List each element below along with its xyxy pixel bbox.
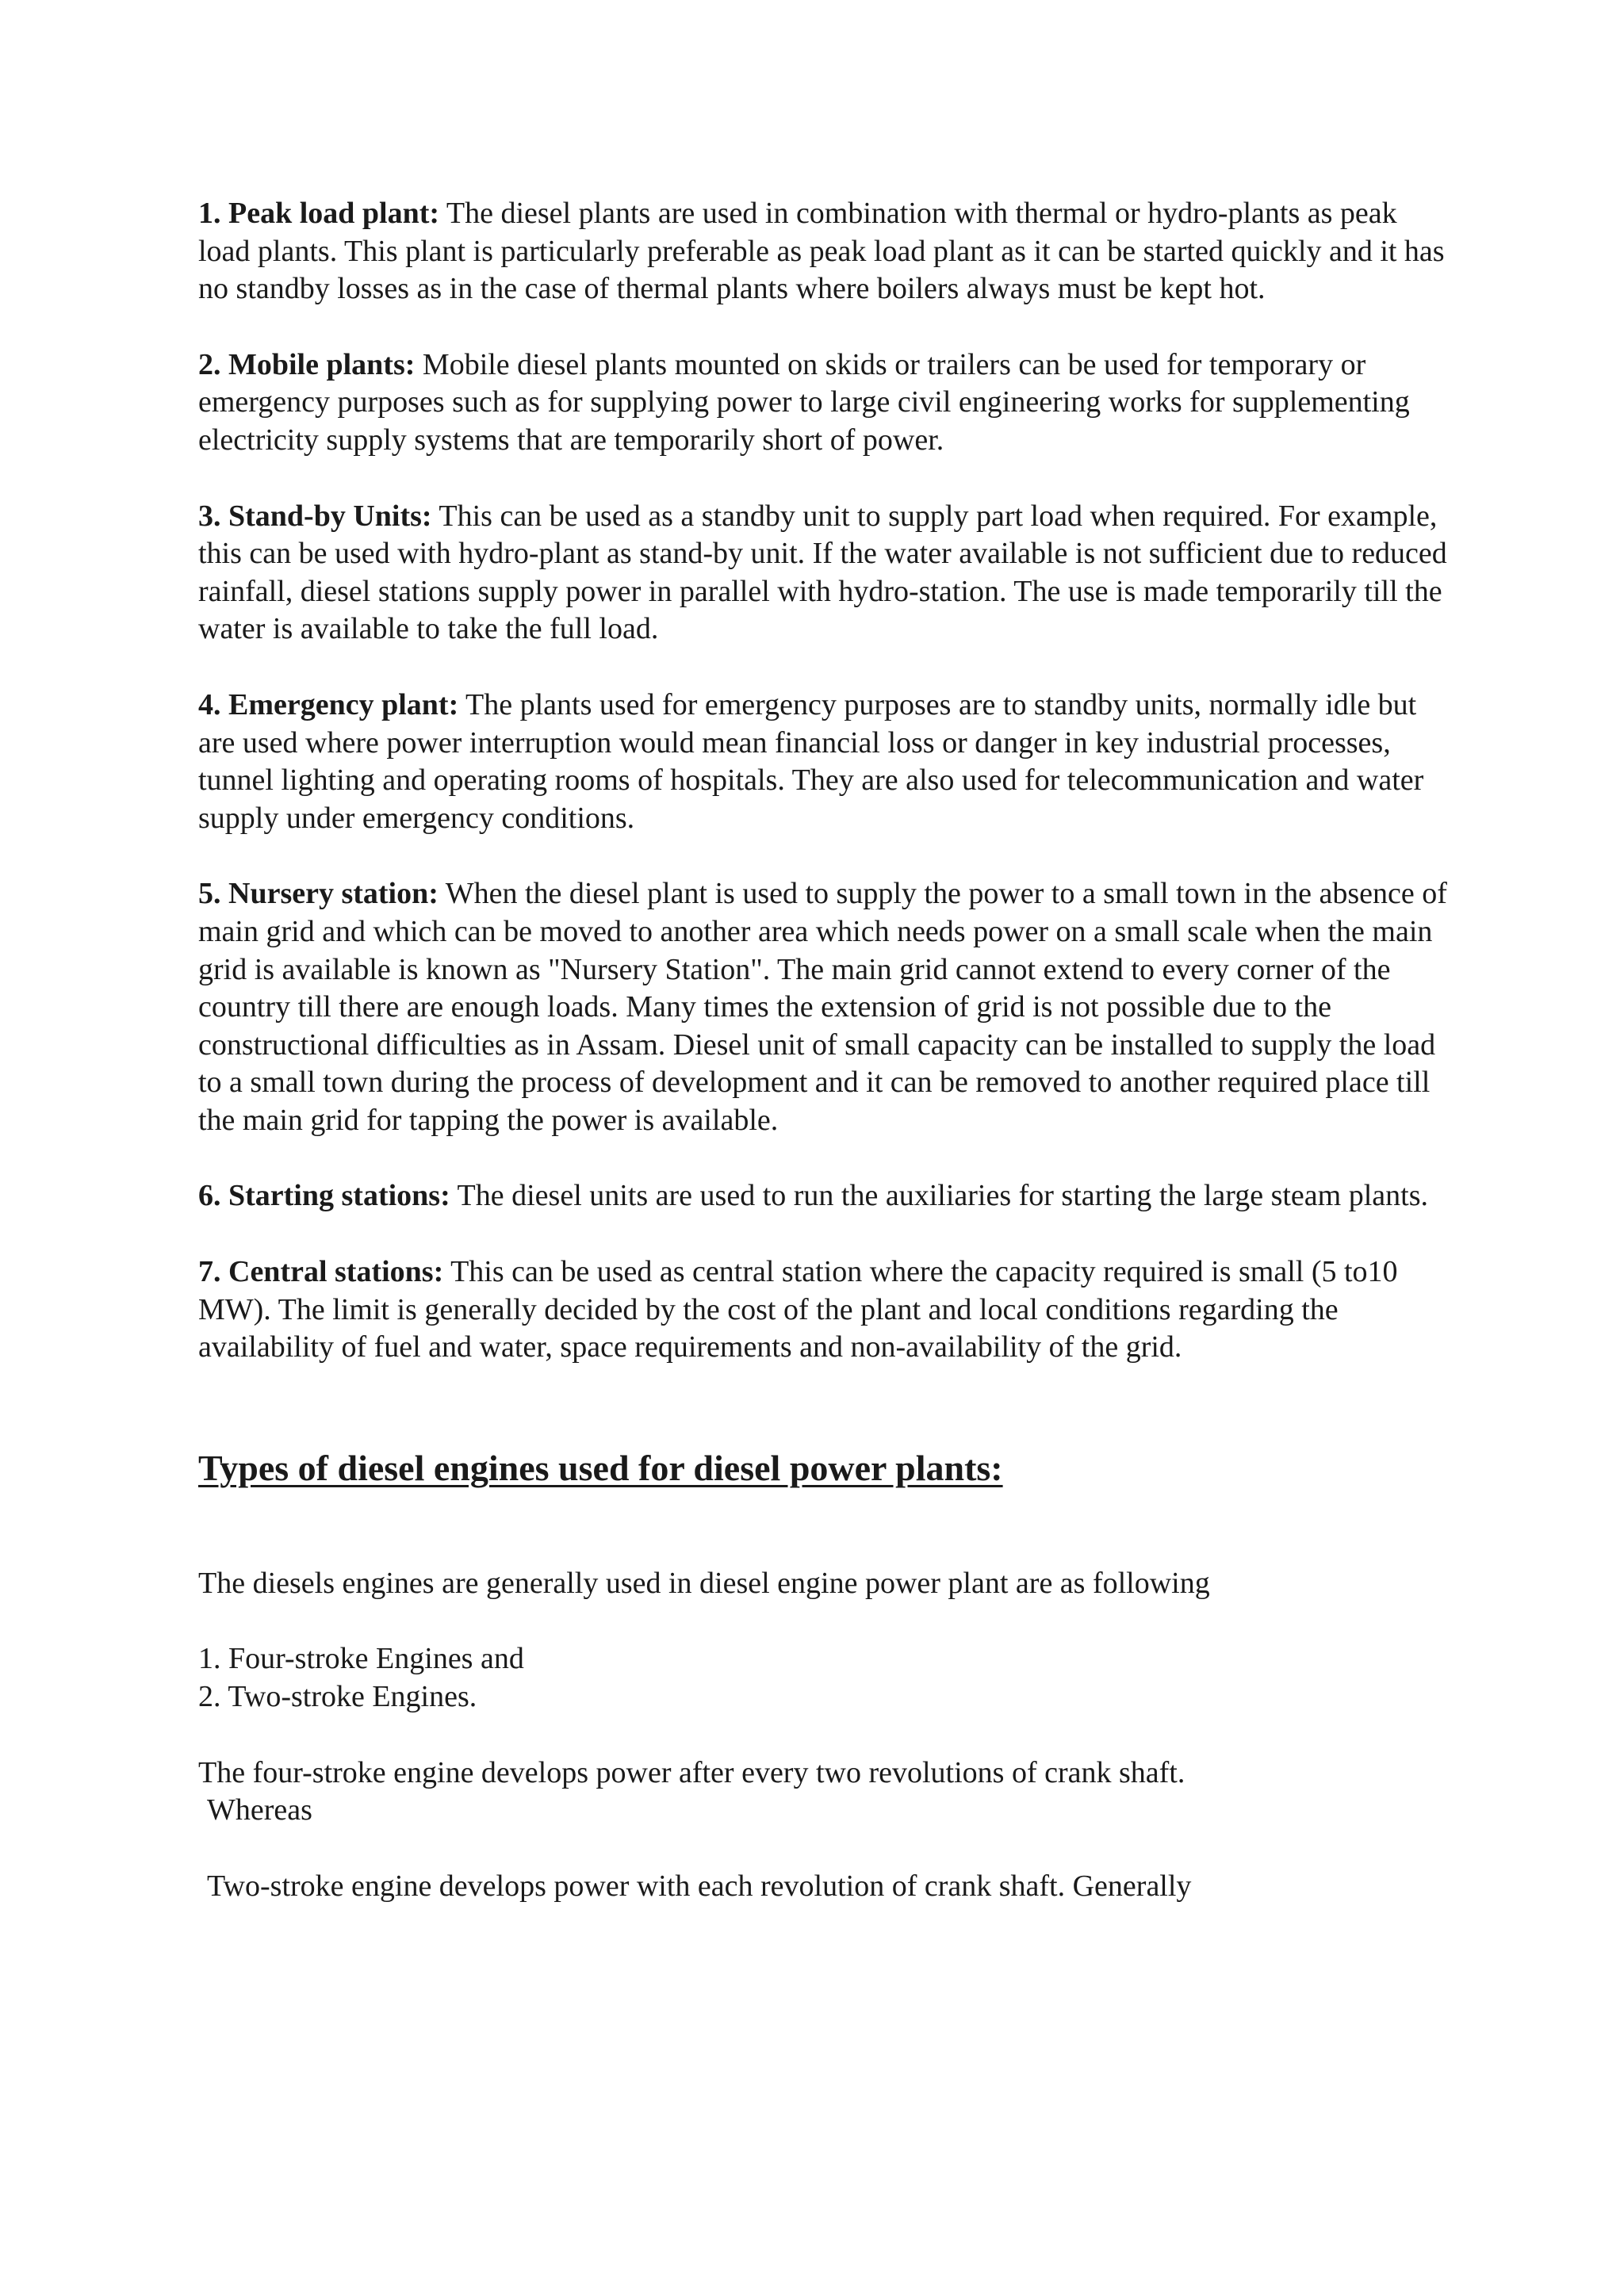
item-mobile-plants <box>198 346 1451 460</box>
item-text: The plants used for emergency purposes are to standby units, normally idle but are used where power interruption would mean financial loss or danger in key industrial processes, tunnel lighting and operating rooms of hospitals. They are also used for telecommunication and water supply under emergency conditions. <box>198 687 1424 835</box>
item-label: 3. Stand-by Units: <box>198 499 432 533</box>
item-emergency-plant <box>198 687 1451 837</box>
item-label: 6. Starting stations: <box>198 1179 450 1213</box>
section-heading: Types of diesel engines used for diesel power plants: <box>198 1447 1003 1488</box>
whereas-text: Whereas <box>207 1793 312 1827</box>
item-text: When the diesel plant is used to supply the power to a small town in the absence of main grid and which can be moved to another area which needs power on a small scale when the main grid is available is known as "Nursery Station". The main grid cannot extend to every corner of the country till there are enough loads. Many times the extension of grid is not possible due to the constructional difficulties as in Assam. Diesel unit of small capacity can be installed to supply the load to a small town during the process of development and it can be removed to another required place till the main grid for tapping the power is available. <box>198 877 1447 1137</box>
list-item: 2. Two-stroke Engines. <box>198 1680 477 1714</box>
document-page <box>198 195 1451 1905</box>
item-label: 2. Mobile plants: <box>198 347 416 381</box>
item-label: 4. Emergency plant: <box>198 687 459 721</box>
item-text: This can be used as a standby unit to supply part load when required. For example, this can be used with hydro-plant as stand-by unit. If the water available is not sufficient due to reduced rainfall, diesel stations supply power in parallel with hydro-station. The use is made temporarily till the water is available to take the full load. <box>198 499 1447 646</box>
item-central-stations <box>198 1253 1451 1367</box>
item-label: 7. Central stations: <box>198 1255 444 1289</box>
engine-type-list <box>198 1640 1451 1716</box>
four-stroke-text: The four-stroke engine develops power after every two revolutions of crank shaft. <box>198 1755 1185 1789</box>
four-stroke-paragraph <box>198 1755 1451 1830</box>
item-text: Mobile diesel plants mounted on skids or trailers can be used for temporary or emergency purposes such as for supplying power to large civil engineering works for supplementing electricity supply systems that are temporarily short of power. <box>198 347 1410 457</box>
item-text: The diesel plants are used in combination with thermal or hydro-plants as peak load plants. This plant is particularly preferable as peak load plant as it can be started quickly and it has no standby losses as in the case of thermal plants where boilers always must be kept hot. <box>198 197 1445 306</box>
item-label: 1. Peak load plant: <box>198 197 440 230</box>
item-stand-by-units <box>198 498 1451 649</box>
intro-paragraph: The diesels engines are generally used in diesel engine power plant are as following <box>198 1566 1210 1600</box>
list-item: 1. Four-stroke Engines and <box>198 1642 524 1676</box>
item-text: This can be used as central station where the capacity required is small (5 to10 MW). The limit is generally decided by the cost of the plant and local conditions regarding the availability of fuel and water, space requirements and non-availability of the grid. <box>198 1255 1398 1364</box>
item-starting-stations <box>198 1177 1451 1215</box>
item-label: 5. Nursery station: <box>198 877 439 911</box>
item-nursery-station <box>198 875 1451 1139</box>
two-stroke-paragraph: Two-stroke engine develops power with each revolution of crank shaft. Generally <box>207 1869 1192 1903</box>
item-text: The diesel units are used to run the auxiliaries for starting the large steam plants. <box>450 1179 1428 1213</box>
item-peak-load-plant <box>198 195 1451 308</box>
